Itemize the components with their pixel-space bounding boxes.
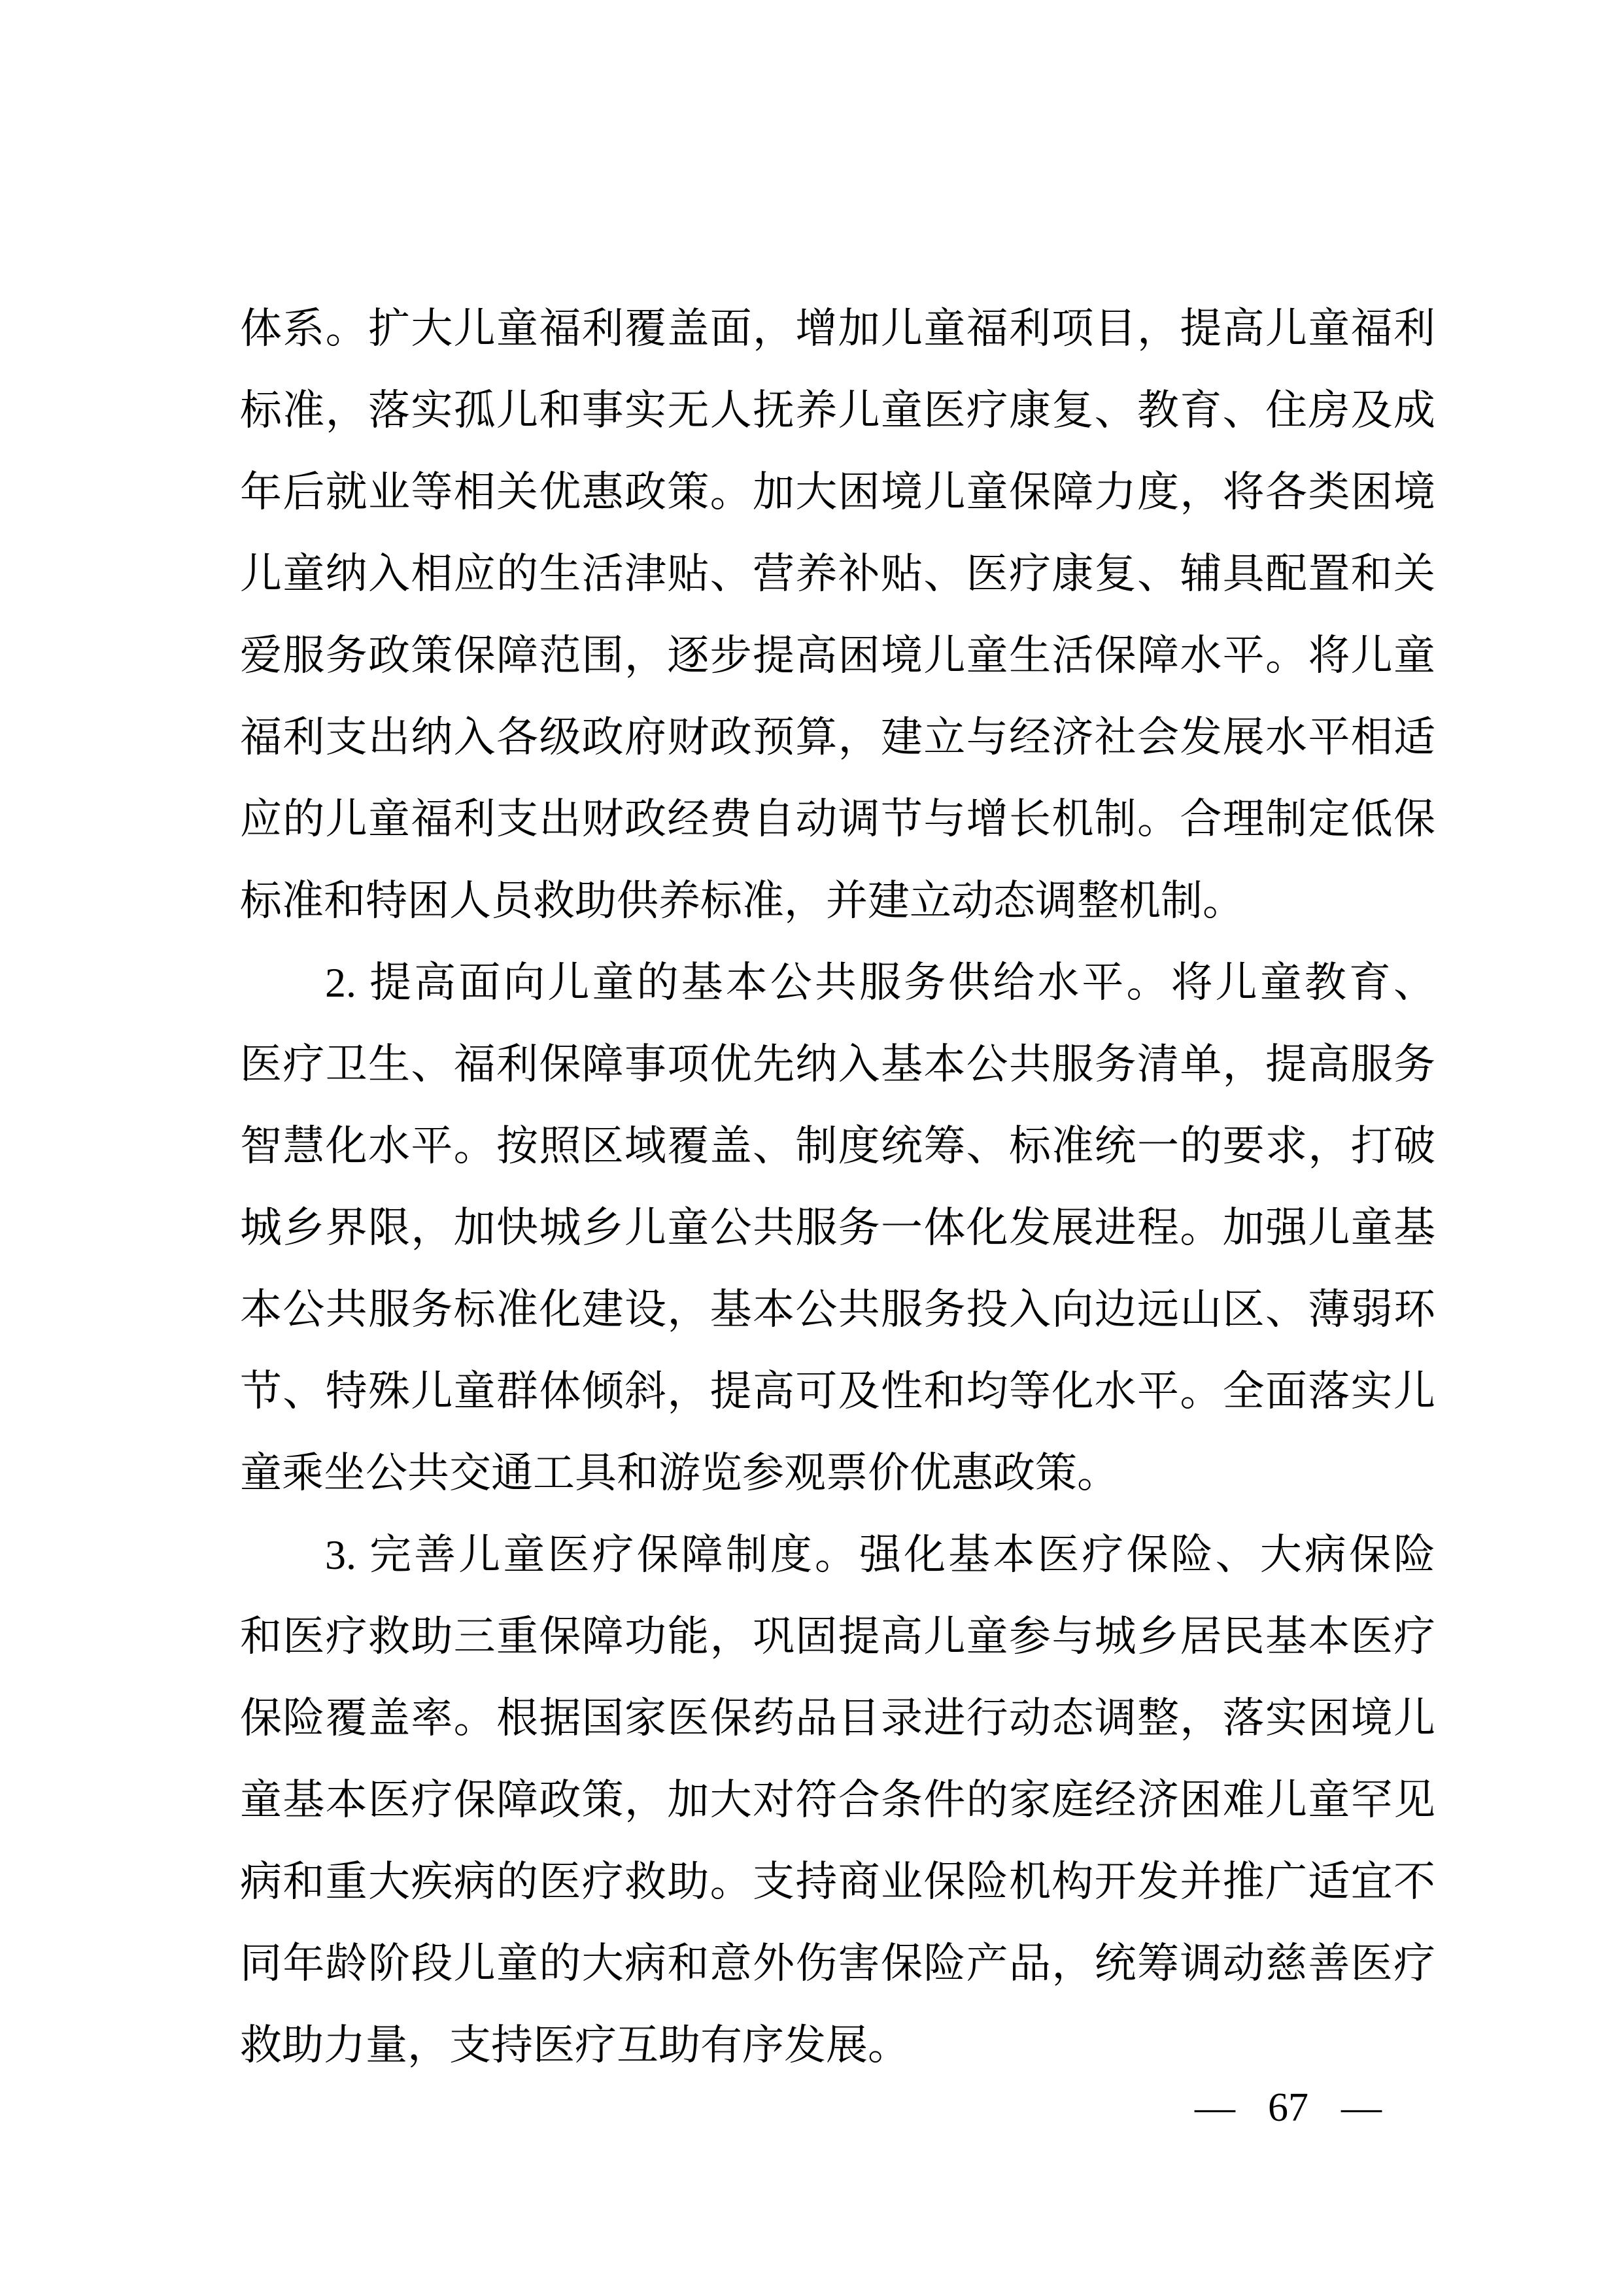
text-line: 救助力量，支持医疗互助有序发展。 xyxy=(240,2022,910,2068)
text-line: 和医疗救助三重保障功能，巩固提高儿童参与城乡居民基本医疗 xyxy=(240,1613,1435,1660)
text-line: 保险覆盖率。根据国家医保药品目录进行动态调整，落实困境儿 xyxy=(240,1695,1435,1741)
page-number-left-dash: — xyxy=(1195,2085,1235,2130)
text-line: 病和重大疾病的医疗救助。支持商业保险机构开发并推广适宜不 xyxy=(240,1859,1435,1905)
text-line: 爱服务政策保障范围，逐步提高困境儿童生活保障水平。将儿童 xyxy=(240,632,1435,679)
document-body-text xyxy=(240,288,1435,2086)
text-line: 年后就业等相关优惠政策。加大困境儿童保障力度，将各类困境 xyxy=(240,469,1435,515)
page-number xyxy=(1195,2087,1382,2128)
text-line: 城乡界限，加快城乡儿童公共服务一体化发展进程。加强儿童基 xyxy=(240,1205,1435,1251)
text-line: 儿童纳入相应的生活津贴、营养补贴、医疗康复、辅具配置和关 xyxy=(240,551,1435,597)
text-line: 标准和特困人员救助供养标准，并建立动态调整机制。 xyxy=(240,878,1244,924)
paragraph xyxy=(240,1514,1435,2086)
text-line: 体系。扩大儿童福利覆盖面，增加儿童福利项目，提高儿童福利 xyxy=(240,305,1435,352)
paragraph xyxy=(240,942,1435,1514)
text-line: 医疗卫生、福利保障事项优先纳入基本公共服务清单，提高服务 xyxy=(240,1041,1435,1088)
text-line: 标准，落实孤儿和事实无人抚养儿童医疗康复、教育、住房及成 xyxy=(240,387,1435,434)
text-line: 福利支出纳入各级政府财政预算，建立与经济社会发展水平相适 xyxy=(240,714,1435,761)
text-line: 童乘坐公共交通工具和游览参观票价优惠政策。 xyxy=(240,1450,1119,1496)
text-line: 节、特殊儿童群体倾斜，提高可及性和均等化水平。全面落实儿 xyxy=(240,1368,1435,1414)
paragraph xyxy=(240,288,1435,942)
text-line: 3. 完善儿童医疗保障制度。强化基本医疗保险、大病保险 xyxy=(325,1532,1435,1578)
page-number-value: 67 xyxy=(1268,2085,1308,2130)
page-number-right-dash: — xyxy=(1341,2085,1382,2130)
text-line: 本公共服务标准化建设，基本公共服务投入向边远山区、薄弱环 xyxy=(240,1286,1435,1333)
text-line: 2. 提高面向儿童的基本公共服务供给水平。将儿童教育、 xyxy=(325,959,1435,1006)
text-line: 同年龄阶段儿童的大病和意外伤害保险产品，统筹调动慈善医疗 xyxy=(240,1940,1435,1987)
text-line: 童基本医疗保障政策，加大对符合条件的家庭经济困难儿童罕见 xyxy=(240,1777,1435,1823)
text-line: 应的儿童福利支出财政经费自动调节与增长机制。合理制定低保 xyxy=(240,796,1435,842)
text-line: 智慧化水平。按照区域覆盖、制度统筹、标准统一的要求，打破 xyxy=(240,1123,1435,1169)
